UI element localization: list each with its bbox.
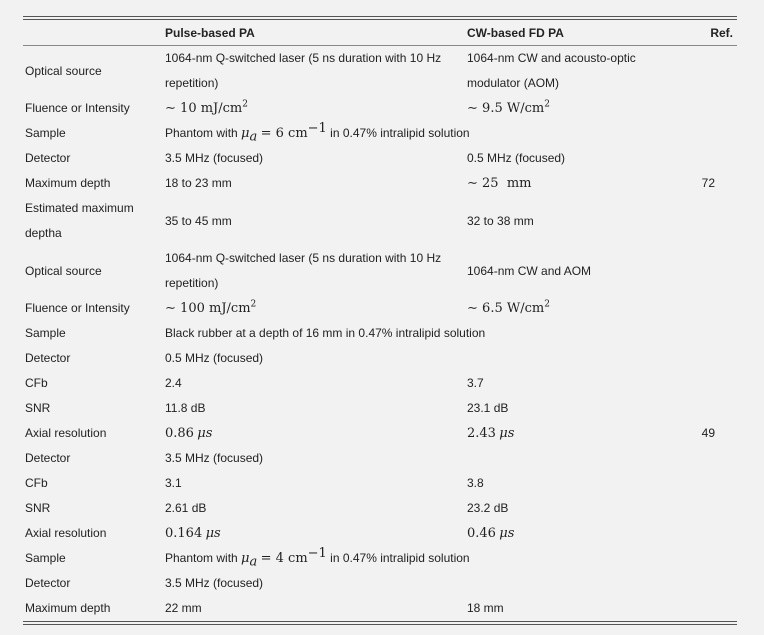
bottom-rule bbox=[23, 621, 737, 625]
table-row bbox=[23, 96, 737, 121]
table-row bbox=[23, 121, 737, 146]
value: 0.46 bbox=[467, 526, 496, 541]
table-row bbox=[23, 546, 737, 571]
footnote-mark: a bbox=[55, 226, 62, 240]
row-label: Axial resolution bbox=[25, 526, 107, 540]
table-row bbox=[23, 446, 737, 471]
exponent: 2 bbox=[250, 299, 257, 310]
unit: μs bbox=[205, 526, 221, 541]
exponent: 2 bbox=[242, 99, 248, 110]
cell-pulse: 3.5 MHz (focused) bbox=[165, 151, 264, 165]
header-empty bbox=[23, 20, 163, 46]
header-pulse: Pulse-based PA bbox=[163, 20, 465, 46]
tilde: ∼ bbox=[165, 301, 176, 316]
cell-cw: 32 to 38 mm bbox=[467, 213, 534, 228]
exponent: 2 bbox=[544, 99, 550, 110]
cell-span: 0.5 MHz (focused) bbox=[165, 351, 264, 365]
cell-span: 3.5 MHz (focused) bbox=[165, 451, 264, 465]
cell-cw: 3.7 bbox=[467, 376, 484, 390]
unit: μs bbox=[499, 426, 515, 441]
table-row bbox=[23, 371, 737, 396]
table-row bbox=[23, 146, 737, 171]
row-label bbox=[23, 221, 163, 246]
mu-symbol: μ bbox=[241, 126, 250, 141]
cell-cw: 0.5 MHz (focused) bbox=[467, 151, 566, 165]
label-main: depth bbox=[25, 226, 56, 240]
cell-pulse: 35 to 45 mm bbox=[165, 213, 232, 228]
value: 10 bbox=[180, 101, 197, 116]
cell-pulse bbox=[163, 96, 465, 121]
cell-cw: 18 mm bbox=[467, 601, 504, 615]
exponent: 2 bbox=[544, 299, 550, 310]
row-label: Detector bbox=[25, 351, 71, 365]
unit: W/cm bbox=[506, 101, 545, 116]
header-row bbox=[23, 20, 737, 46]
row-label: Fluence or Intensity bbox=[25, 101, 130, 115]
cell-cw: 23.2 dB bbox=[467, 501, 509, 515]
footnote-mark: b bbox=[41, 476, 48, 490]
cell-cw bbox=[465, 521, 689, 546]
value: 0.86 bbox=[165, 426, 194, 441]
value: 6.5 bbox=[482, 301, 503, 316]
tilde: ∼ bbox=[467, 101, 478, 116]
row-label: Axial resolution bbox=[25, 426, 107, 440]
row-label: SNR bbox=[25, 501, 51, 515]
cell-pulse bbox=[163, 296, 465, 321]
unit: μs bbox=[499, 526, 515, 541]
label-main: CF bbox=[25, 476, 41, 490]
header-cw: CW-based FD PA bbox=[465, 20, 689, 46]
cell-span: Black rubber at a depth of 16 mm in 0.47% intralipid solution bbox=[165, 326, 486, 340]
cell-pulse: 11.8 dB bbox=[165, 401, 206, 415]
table-row bbox=[23, 321, 737, 346]
cell-cw bbox=[465, 421, 689, 446]
cell-pulse: 18 to 23 mm bbox=[165, 176, 232, 190]
cell-pulse bbox=[163, 521, 465, 546]
cell-span: 3.5 MHz (focused) bbox=[165, 576, 264, 590]
row-label: Maximum depth bbox=[25, 176, 111, 190]
tilde: ∼ bbox=[467, 301, 478, 316]
cell-cw bbox=[465, 96, 689, 121]
cell-cw: 1064-nm CW and AOM bbox=[467, 263, 592, 278]
unit: mJ/cm bbox=[200, 101, 243, 116]
text-pre: Phantom with bbox=[165, 126, 238, 140]
cell-cw bbox=[465, 296, 689, 321]
row-label: Detector bbox=[25, 151, 71, 165]
table-row bbox=[23, 471, 737, 496]
cell-cw: 3.8 bbox=[467, 476, 484, 490]
exponent: −1 bbox=[307, 546, 327, 561]
text-pre: Phantom with bbox=[165, 551, 238, 565]
cell-cw: ∼ 25 mm bbox=[467, 176, 532, 191]
unit: W/cm bbox=[506, 301, 545, 316]
row-label: Sample bbox=[25, 326, 66, 340]
ref-cell-empty bbox=[689, 546, 737, 621]
value: 2.43 bbox=[467, 426, 496, 441]
table-row bbox=[23, 571, 737, 596]
cell-span bbox=[163, 121, 689, 146]
row-label: Sample bbox=[25, 551, 66, 565]
value: 9.5 bbox=[482, 101, 503, 116]
mu-symbol: μ bbox=[241, 551, 250, 566]
row-label: Optical source bbox=[25, 263, 102, 278]
cell-pulse: 3.1 bbox=[165, 476, 182, 490]
value: 0.164 bbox=[165, 526, 203, 541]
table-row bbox=[23, 296, 737, 321]
mu-equation: = 4 cm bbox=[260, 551, 308, 566]
header-ref: Ref. bbox=[689, 20, 737, 46]
table-row bbox=[23, 521, 737, 546]
cell-pulse bbox=[163, 421, 465, 446]
comparison-table bbox=[23, 20, 737, 621]
table-row bbox=[23, 496, 737, 521]
label-main: CF bbox=[25, 376, 41, 390]
row-label: Optical source bbox=[25, 63, 102, 78]
unit: μs bbox=[197, 426, 213, 441]
comparison-table-container bbox=[23, 16, 737, 625]
row-label: Detector bbox=[25, 451, 71, 465]
ref-cell: 49 bbox=[701, 426, 715, 440]
cell-pulse: 1064-nm Q-switched laser (5 ns duration with 10 Hz repetition) bbox=[165, 251, 442, 290]
cell-pulse: 2.4 bbox=[165, 376, 182, 390]
table-row bbox=[23, 171, 737, 196]
row-label: Detector bbox=[25, 576, 71, 590]
row-label: Estimated maximum bbox=[25, 201, 134, 215]
cell-span bbox=[163, 546, 689, 571]
row-label bbox=[23, 371, 163, 396]
table-row bbox=[23, 396, 737, 421]
table-row bbox=[23, 196, 737, 221]
tilde: ∼ bbox=[165, 101, 176, 116]
table-row bbox=[23, 421, 737, 446]
row-label: Fluence or Intensity bbox=[25, 301, 130, 315]
cell-cw: 23.1 dB bbox=[467, 401, 509, 415]
row-label: Maximum depth bbox=[25, 601, 111, 615]
ref-cell: 72 bbox=[701, 176, 715, 190]
row-label bbox=[23, 471, 163, 496]
text-post: in 0.47% intralipid solution bbox=[330, 551, 470, 565]
cell-pulse: 22 mm bbox=[165, 601, 202, 615]
cell-cw: 1064-nm CW and acousto-optic modulator (AOM) bbox=[467, 51, 636, 90]
mu-equation: = 6 cm bbox=[260, 126, 308, 141]
mu-subscript: a bbox=[249, 129, 258, 145]
text-post: in 0.47% intralipid solution bbox=[330, 126, 470, 140]
unit: mJ/cm bbox=[209, 301, 251, 316]
row-label: SNR bbox=[25, 401, 51, 415]
row-label: Sample bbox=[25, 126, 66, 140]
cell-pulse: 2.61 dB bbox=[165, 501, 207, 515]
footnote-mark: b bbox=[41, 376, 48, 390]
cell-pulse: 1064-nm Q-switched laser (5 ns duration with 10 Hz repetition) bbox=[165, 51, 442, 90]
mu-subscript: a bbox=[249, 554, 258, 570]
exponent: −1 bbox=[307, 121, 327, 136]
value: 100 bbox=[180, 301, 205, 316]
table-row bbox=[23, 596, 737, 621]
table-row bbox=[23, 346, 737, 371]
